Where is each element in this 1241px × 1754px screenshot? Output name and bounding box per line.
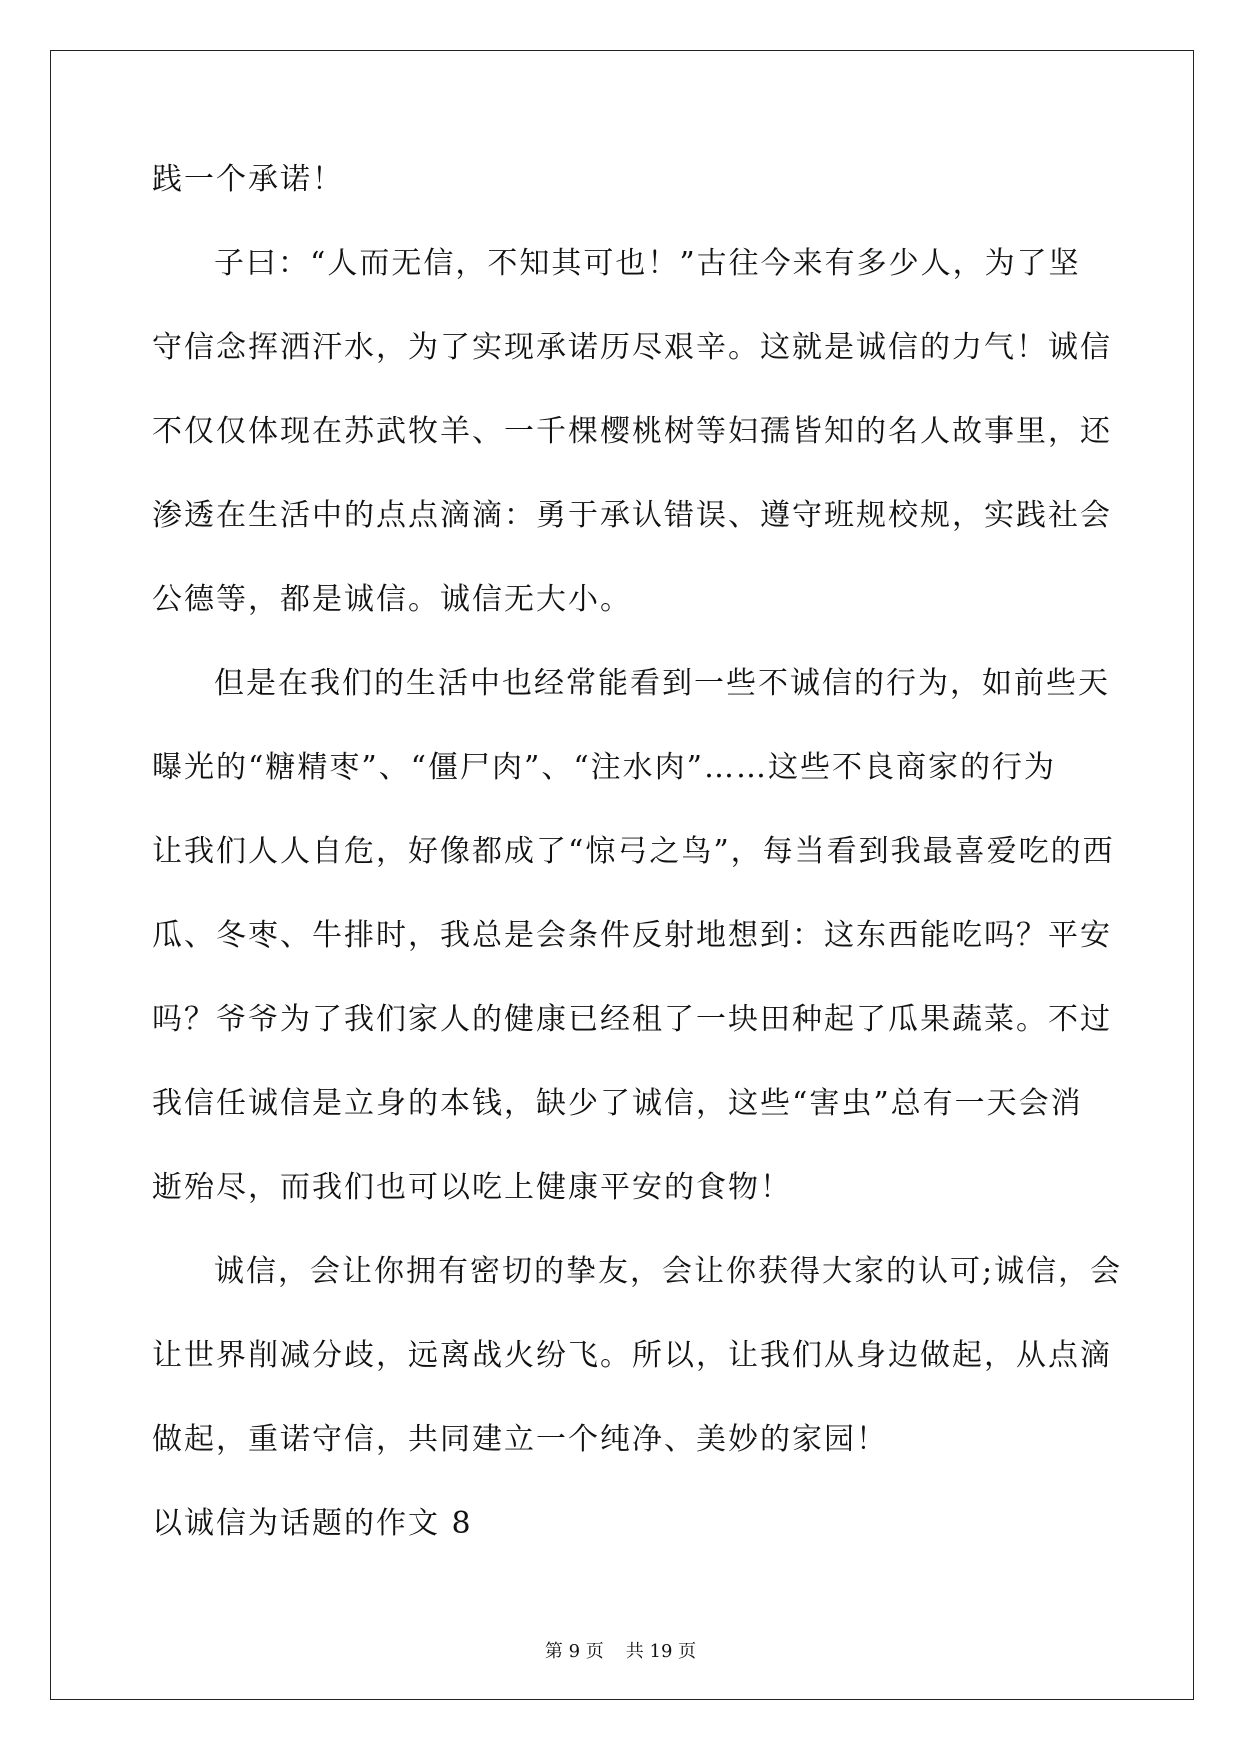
text-line: 践一个承诺！ — [152, 162, 344, 197]
text-block — [152, 160, 1123, 1544]
page-total: 共 19 页 — [625, 1641, 697, 1662]
paragraph-start-line: 诚信，会让你拥有密切的挚友，会让你获得大家的认可;诚信，会 — [214, 1254, 1123, 1289]
text-line: 做起，重诺守信，共同建立一个纯净、美妙的家园！ — [152, 1422, 888, 1457]
page-number: 第 9 页 — [544, 1641, 604, 1662]
page-footer — [0, 1640, 1241, 1664]
text-line: 公德等，都是诚信。诚信无大小。 — [152, 582, 632, 617]
document-body — [152, 160, 1123, 1544]
text-line: 渗透在生活中的点点滴滴：勇于承认错误、遵守班规校规，实践社会 — [152, 498, 1112, 533]
text-line: 守信念挥洒汗水，为了实现承诺历尽艰辛。这就是诚信的力气！诚信 — [152, 330, 1112, 365]
text-line: 瓜、冬枣、牛排时，我总是会条件反射地想到：这东西能吃吗？平安 — [152, 918, 1112, 953]
section-heading: 以诚信为话题的作文 8 — [152, 1506, 473, 1541]
text-line: 不仅仅体现在苏武牧羊、一千棵樱桃树等妇孺皆知的名人故事里，还 — [152, 414, 1112, 449]
text-line: 我信任诚信是立身的本钱，缺少了诚信，这些“害虫”总有一天会消 — [152, 1086, 1083, 1121]
paragraph-start-line: 子曰：“人而无信，不知其可也！”古往今来有多少人，为了坚 — [214, 246, 1081, 281]
text-line: 曝光的“糖精枣”、“僵尸肉”、“注水肉”……这些不良商家的行为 — [152, 750, 1057, 785]
text-line: 吗？爷爷为了我们家人的健康已经租了一块田种起了瓜果蔬菜。不过 — [152, 1002, 1112, 1037]
text-line: 逝殆尽，而我们也可以吃上健康平安的食物！ — [152, 1170, 792, 1205]
text-line: 让我们人人自危，好像都成了“惊弓之鸟”，每当看到我最喜爱吃的西 — [152, 834, 1115, 869]
text-line: 让世界削减分歧，远离战火纷飞。所以，让我们从身边做起，从点滴 — [152, 1338, 1112, 1373]
paragraph-start-line: 但是在我们的生活中也经常能看到一些不诚信的行为，如前些天 — [214, 666, 1110, 701]
